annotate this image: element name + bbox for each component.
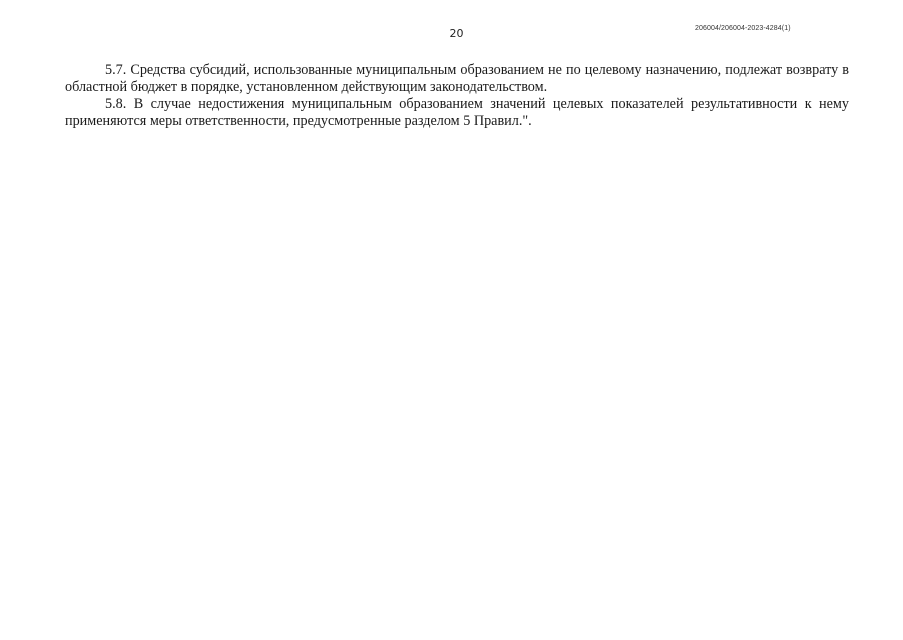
document-body [65, 62, 849, 130]
page-number: 20 [449, 27, 464, 40]
document-id: 206004/206004-2023-4284(1) [695, 25, 791, 32]
paragraph-5-7: 5.7. Средства субсидий, использованные муниципальным образованием не по целевому назначению, подлежат возврату в областной бюджет в порядке, установленном действующим законодательством. [65, 62, 849, 95]
paragraph-5-8: 5.8. В случае недостижения муниципальным образованием значений целевых показателей результативности к нему применяются меры ответственности, предусмотренные разделом 5 Правил.". [65, 96, 849, 129]
